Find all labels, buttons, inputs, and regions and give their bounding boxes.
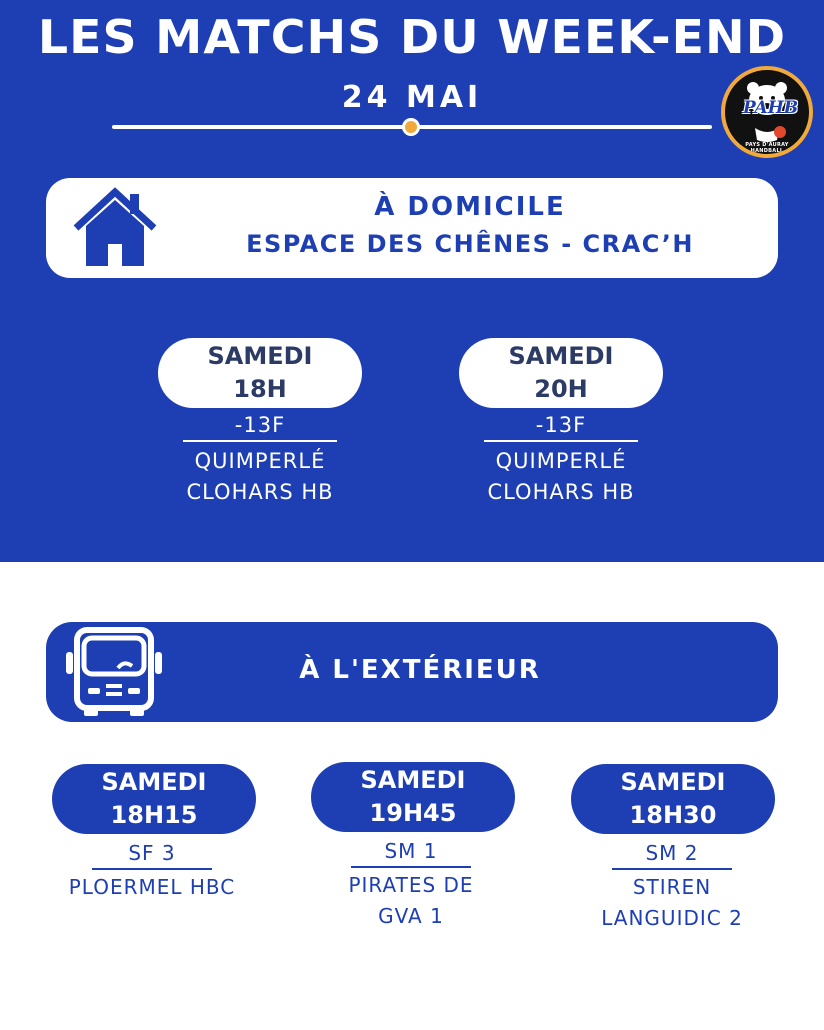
away-match-2-info: [291, 836, 531, 932]
divider: [351, 866, 471, 868]
club-logo: [721, 66, 813, 158]
match-time: 18H: [233, 375, 287, 403]
match-category: SM 1: [384, 839, 438, 863]
away-match-3-info: [552, 838, 792, 934]
away-match-3-time-pill: [571, 764, 775, 834]
house-icon: [70, 186, 160, 270]
opponent-line-1: STIREN: [632, 875, 712, 899]
match-time: 18H15: [110, 801, 198, 829]
opponent-line-1: PLOERMEL HBC: [68, 875, 236, 899]
match-day: SAMEDI: [508, 342, 614, 370]
match-time: 19H45: [369, 799, 457, 827]
timeline-dot: [402, 118, 420, 136]
match-category: SM 2: [645, 841, 699, 865]
match-time: 20H: [534, 375, 588, 403]
home-match-1-time-pill: [158, 338, 362, 408]
match-day: SAMEDI: [101, 768, 207, 796]
match-category: -13F: [535, 413, 587, 437]
match-category: -13F: [234, 413, 286, 437]
opponent-line-2: CLOHARS HB: [186, 480, 334, 504]
match-category: SF 3: [128, 841, 176, 865]
match-day: SAMEDI: [207, 342, 313, 370]
match-day: SAMEDI: [620, 768, 726, 796]
divider: [484, 440, 638, 442]
away-match-1-time-pill: [52, 764, 256, 834]
bus-icon: [64, 626, 164, 718]
divider: [92, 868, 212, 870]
match-time: 18H30: [629, 801, 717, 829]
opponent-line-2: CLOHARS HB: [487, 480, 635, 504]
away-match-2-time-pill: [311, 762, 515, 832]
match-date: 24 MAI: [341, 80, 483, 115]
divider: [612, 868, 732, 870]
page-title: LES MATCHS DU WEEK-END: [37, 10, 787, 64]
opponent-line-2: LANGUIDIC 2: [601, 906, 743, 930]
opponent-line-1: QUIMPERLÉ: [495, 449, 627, 473]
opponent-line-1: QUIMPERLÉ: [194, 449, 326, 473]
home-match-1-info: [150, 410, 370, 508]
home-label: À DOMICILE: [374, 192, 566, 222]
away-match-1-info: [32, 838, 272, 903]
divider: [183, 440, 337, 442]
logo-ring-text: PAYS D'AURAY HANDBALL: [745, 142, 789, 154]
away-label: À L'EXTÉRIEUR: [299, 655, 541, 685]
match-day: SAMEDI: [360, 766, 466, 794]
home-match-2-info: [451, 410, 671, 508]
home-match-2-time-pill: [459, 338, 663, 408]
home-venue: ESPACE DES CHÊNES - CRAC’H: [246, 230, 694, 258]
opponent-line-1: PIRATES DE: [348, 873, 474, 897]
logo-initials: PAHB: [743, 98, 799, 118]
opponent-line-2: GVA 1: [378, 904, 444, 928]
